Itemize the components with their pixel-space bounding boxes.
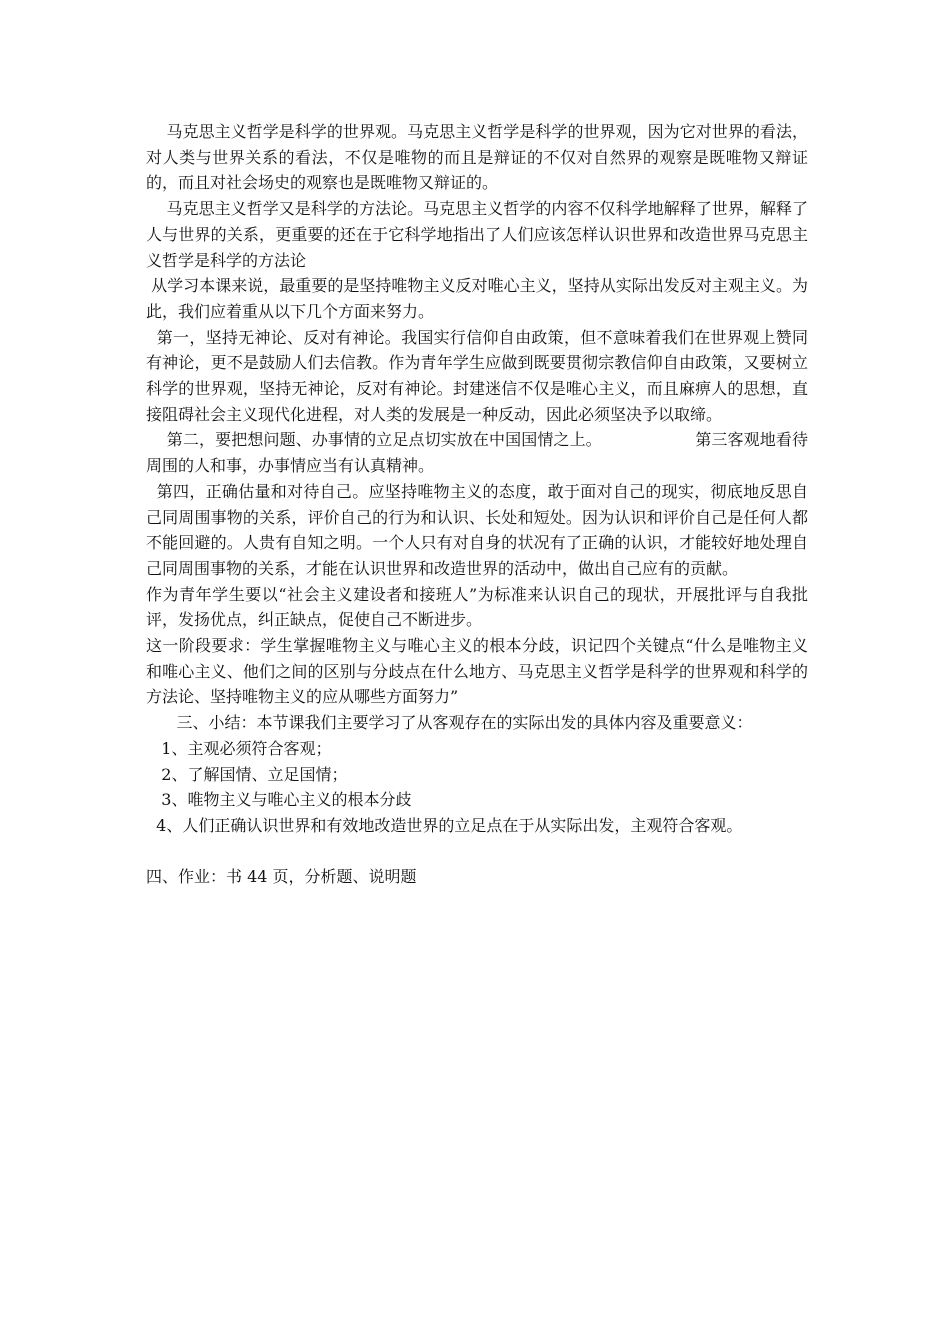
blank-line bbox=[146, 839, 808, 865]
paragraph-study-focus: 从学习本课来说，最重要的是坚持唯物主义反对唯心主义，坚持从实际出发反对主观主义。为此，我们应着重从以下几个方面来努力。 bbox=[146, 276, 808, 321]
homework-line: 四、作业：书 44 页，分析题、说明题 bbox=[146, 867, 417, 887]
paragraph-worldview: 马克思主义哲学是科学的世界观。马克思主义哲学是科学的世界观，因为它对世界的看法，对人类与世界关系的看法，不仅是唯物的而且是辩证的不仅对自然界的观察是既唯物又辩证的，而且对社会场史的观察也是既唯物又辩证的。 bbox=[146, 122, 808, 193]
paragraph-youth-students: 作为青年学生要以“社会主义建设者和接班人”为标准来认识自己的现状，开展批评与自我批评，发扬优点，纠正缺点，促使自己不断进步。 bbox=[146, 584, 808, 630]
summary-item-2: 2、了解国情、立足国情； bbox=[146, 764, 348, 784]
summary-item-1: 1、主观必须符合客观； bbox=[146, 738, 332, 758]
paragraph-point-two-three: 第二，要把想问题、办事情的立足点切实放在中国国情之上。 第三客观地看待周围的人和事，办事情应当有认真精神。 bbox=[146, 430, 808, 476]
paragraph-stage-requirements: 这一阶段要求：学生掌握唯物主义与唯心主义的根本分歧，识记四个关键点“什么是唯物主义和唯心主义、他们之间的区别与分歧点在什么地方、马克思主义哲学是科学的世界观和科学的方法论、坚持唯物主义的应从哪些方面努力” bbox=[146, 636, 808, 707]
paragraph-methodology: 马克思主义哲学又是科学的方法论。马克思主义哲学的内容不仅科学地解释了世界，解释了人与世界的关系，更重要的还在于它科学地指出了人们应该怎样认识世界和改造世界马克思主义哲学是科学的方法论 bbox=[146, 199, 808, 270]
paragraph-point-one: 第一，坚持无神论、反对有神论。我国实行信仰自由政策，但不意味着我们在世界观上赞同有神论，更不是鼓励人们去信教。作为青年学生应做到既要贯彻宗教信仰自由政策，又要树立科学的世界观，坚持无神论，反对有神论。封建迷信不仅是唯心主义，而且麻痹人的思想，直接阻碍社会主义现代化进程，对人类的发展是一种反动，因此必须坚决予以取缔。 bbox=[146, 327, 808, 424]
paragraph-summary-heading: 三、小结：本节课我们主要学习了从客观存在的实际出发的具体内容及重要意义： bbox=[146, 713, 753, 733]
summary-item-4: 4、人们正确认识世界和有效地改造世界的立足点在于从实际出发，主观符合客观。 bbox=[146, 815, 743, 835]
paragraph-point-four: 第四，正确估量和对待自己。应坚持唯物主义的态度，敢于面对自己的现实，彻底地反思自己同周围事物的关系，评价自己的行为和认识、长处和短处。因为认识和评价自己是任何人都不能回避的。人贵有自知之明。一个人只有对自身的状况有了正确的认识，才能较好地处理自己同周围事物的关系，才能在认识世界和改造世界的活动中，做出自己应有的贡献。 bbox=[146, 481, 808, 578]
document-body bbox=[146, 119, 808, 890]
summary-item-3: 3、唯物主义与唯心主义的根本分歧 bbox=[146, 790, 412, 810]
